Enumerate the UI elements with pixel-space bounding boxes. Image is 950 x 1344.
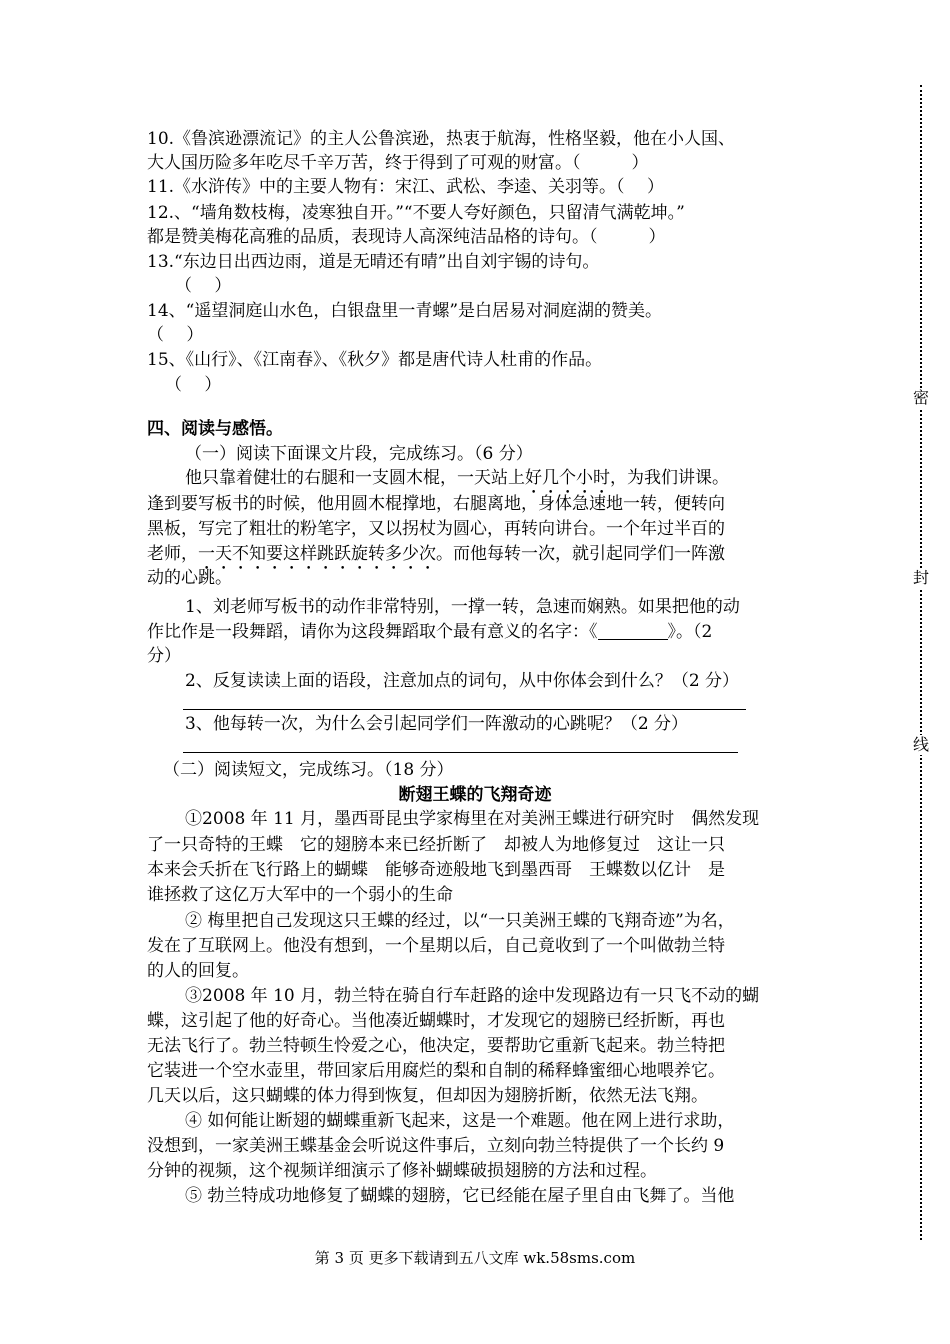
seal-mark-xian: 线	[912, 735, 929, 754]
section-4-heading: 四、阅读与感悟。	[147, 419, 283, 439]
question-14-line-1: 14、“遥望洞庭山水色，白银盘里一青螺”是白居易对洞庭湖的赞美。	[147, 301, 663, 321]
question-10-line-2: 大人国历险多年吃尽千辛万苦，终于得到了可观的财富。（ ）	[147, 153, 649, 173]
passage-1-line-4: 老师，一天不知要这样跳跃旋转多少次。而他每转一次，就引起同学们一阵激	[147, 544, 725, 564]
question-13-line-1: 13.“东边日出西边雨，道是无晴还有晴”出自刘宇锡的诗句。	[147, 252, 600, 272]
passage-2-para-3-line-5: 几天以后，这只蝴蝶的体力得到恢复，但却因为翅膀折断，依然无法飞翔。	[147, 1086, 708, 1106]
answer-line-question-3[interactable]	[183, 752, 738, 753]
passage-2-para-3-line-4: 它装进一个空水壶里，带回家后用腐烂的梨和自制的稀释蜂蜜细心地喂养它。	[147, 1061, 725, 1081]
binding-dotted-line	[920, 85, 922, 1240]
part-1-question-1-line-1: 1、刘老师写板书的动作非常特别，一撑一转，急速而娴熟。如果把他的动	[185, 597, 740, 617]
question-11: 11.《水浒传》中的主要人物有：宋江、武松、李逵、关羽等。（ ）	[147, 177, 664, 197]
passage-2-para-2-line-2: 发在了互联网上。他没有想到，一个星期以后，自己竟收到了一个叫做勃兰特	[147, 936, 725, 956]
dance-name-blank[interactable]	[598, 623, 668, 640]
passage-1-line-3: 黑板，写完了粗壮的粉笔字，又以拐杖为圆心，再转向讲台。一个年过半百的	[147, 519, 725, 539]
dotted-phrase-1: 好几个小时	[525, 468, 610, 488]
answer-line-question-2[interactable]	[183, 709, 746, 710]
question-15-line-1: 15、《山行》、《江南春》、《秋夕》都是唐代诗人杜甫的作品。	[147, 350, 603, 370]
passage-2-para-2-line-3: 的人的回复。	[147, 961, 249, 981]
passage-2-para-4-line-1: ④ 如何能让断翅的蝴蝶重新飞起来，这是一个难题。他在网上进行求助，	[185, 1111, 735, 1131]
passage-1-line-2: 逢到要写板书的时候，他用圆木棍撑地，右腿离地，身体急速地一转，便转向	[147, 494, 725, 514]
passage-2-para-3-line-2: 蝶，这引起了他的好奇心。当他凑近蝴蝶时，才发现它的翅膀已经折断，再也	[147, 1011, 725, 1031]
seal-mark-feng: 封	[912, 568, 929, 587]
passage-2-title: 断翅王蝶的飞翔奇迹	[398, 785, 552, 805]
question-10-line-1: 10.《鲁滨逊漂流记》的主人公鲁滨逊，热衷于航海，性格坚毅，他在小人国、	[147, 129, 736, 149]
page-footer: 第 3 页 更多下载请到五八文库 wk.58sms.com	[314, 1249, 636, 1267]
passage-2-para-1-line-2: 了一只奇特的王蝶 它的翅膀本来已经折断了 却被人为地修复过 这让一只	[147, 835, 725, 855]
passage-2-para-3-line-1: ③2008 年 10 月，勃兰特在骑自行车赶路的途中发现路边有一只飞不动的蝴	[185, 986, 760, 1006]
part-2-intro: （二）阅读短文，完成练习。（18 分）	[163, 760, 454, 780]
passage-1-line-5: 动的心跳。	[147, 568, 232, 588]
part-1-question-1-line-3: 分）	[147, 646, 181, 666]
passage-2-para-5-line-1: ⑤ 勃兰特成功地修复了蝴蝶的翅膀，它已经能在屋子里自由飞舞了。当他	[185, 1186, 735, 1206]
part-1-question-1-line-2: 作比作是一段舞蹈，请你为这段舞蹈取个最有意义的名字：《 》。（2	[147, 622, 713, 642]
seal-mark-mi: 密	[912, 388, 929, 407]
question-15-answer-paren: （ ）	[165, 375, 222, 395]
passage-2-para-2-line-1: ② 梅里把自己发现这只王蝶的经过，以“一只美洲王蝶的飞翔奇迹”为名，	[185, 911, 735, 931]
part-1-intro: （一）阅读下面课文片段，完成练习。（6 分）	[185, 444, 533, 464]
passage-2-para-1-line-4: 谁拯救了这亿万大军中的一个弱小的生命	[147, 885, 453, 905]
passage-2-para-4-line-2: 没想到，一家美洲王蝶基金会听说这件事后，立刻向勃兰特提供了一个长约 9	[147, 1136, 725, 1156]
passage-1-line-1: 他只靠着健壮的右腿和一支圆木棍，一天站上好几个小时，为我们讲课。	[185, 468, 729, 488]
question-14-answer-paren: （ ）	[147, 325, 204, 345]
question-12-line-2: 都是赞美梅花高雅的品质，表现诗人高深纯洁品格的诗句。（ ）	[147, 227, 666, 247]
part-1-question-3: 3、他每转一次，为什么会引起同学们一阵激动的心跳呢？（2 分）	[185, 714, 689, 734]
passage-2-para-4-line-3: 分钟的视频，这个视频详细演示了修补蝴蝶破损翅膀的方法和过程。	[147, 1161, 657, 1181]
question-12-line-1: 12.、“墙角数枝梅，凌寒独自开。”“不要人夸好颜色，只留清气满乾坤。”	[147, 203, 685, 223]
passage-2-para-1-line-3: 本来会夭折在飞行路上的蝴蝶 能够奇迹般地飞到墨西哥 王蝶数以亿计 是	[147, 860, 725, 880]
question-13-answer-paren: （ ）	[175, 276, 232, 296]
part-1-question-2: 2、反复读读上面的语段，注意加点的词句，从中你体会到什么？（2 分）	[185, 671, 740, 691]
dotted-phrase-2: 一天不知要这样跳跃旋转多少次	[198, 544, 436, 564]
passage-2-para-3-line-3: 无法飞行了。勃兰特顿生怜爱之心，他决定，要帮助它重新飞起来。勃兰特把	[147, 1036, 725, 1056]
passage-2-para-1-line-1: ①2008 年 11 月，墨西哥昆虫学家梅里在对美洲王蝶进行研究时 偶然发现	[185, 809, 760, 829]
